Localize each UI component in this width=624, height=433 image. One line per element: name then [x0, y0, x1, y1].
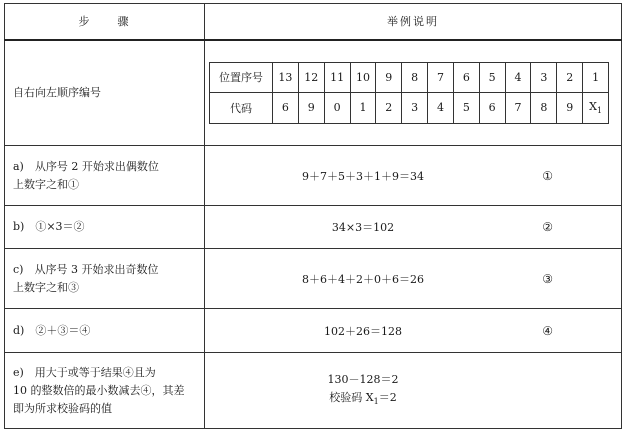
code-cell: 3: [402, 93, 428, 124]
check-digit-subscript: 1: [596, 106, 603, 116]
code-cell: 7: [505, 93, 531, 124]
position-cell: 12: [298, 62, 324, 93]
example-e: [205, 353, 622, 429]
mark-a: ①: [542, 168, 553, 183]
header-row: [5, 4, 622, 40]
code-cell-check: [583, 93, 609, 124]
code-cell: 9: [557, 93, 583, 124]
step-e: [5, 353, 205, 429]
code-cell: 1: [350, 93, 376, 124]
formula-e-line2: [205, 388, 521, 410]
step-e-line3: 即为所求校验码的值: [13, 401, 112, 415]
step-b: [5, 206, 205, 249]
position-cell: 8: [402, 62, 428, 93]
step-a-line2: 上数字之和①: [13, 177, 79, 191]
mark-b: ②: [542, 220, 553, 234]
code-cell: 6: [479, 93, 505, 124]
formula-d: 102＋26＝128: [324, 324, 402, 338]
position-cell: 13: [273, 62, 299, 93]
check-code-subscript: 1: [373, 396, 379, 406]
code-cell: 2: [376, 93, 402, 124]
step-e-line1: e) 用大于或等于结果④且为: [13, 365, 156, 379]
code-row: [210, 93, 609, 124]
numbering-step: 自右向左顺序编号: [5, 40, 205, 146]
position-label: 位置序号: [210, 62, 273, 93]
formula-e-line1: 130－128＝2: [327, 372, 399, 386]
step-d-line1: d) ②＋③＝④: [13, 323, 91, 337]
position-row: [210, 62, 609, 93]
mark-d: ④: [542, 323, 553, 338]
position-cell: 2: [557, 62, 583, 93]
code-label: 代码: [210, 93, 273, 124]
position-cell: 11: [324, 62, 350, 93]
step-c-line1: c) 从序号 3 开始求出奇数位: [13, 262, 159, 276]
example-b: [205, 206, 622, 249]
formula-e: [205, 370, 521, 410]
step-d: [5, 309, 205, 353]
step-e-line2: 10 的整数倍的最小数减去④，其差: [13, 383, 185, 397]
numbering-example: [205, 40, 622, 146]
check-digit-letter: X: [589, 100, 597, 114]
check-code-suffix: ＝2: [378, 390, 397, 404]
mark-c: ③: [542, 271, 553, 286]
example-d: [205, 309, 622, 353]
position-cell: 10: [350, 62, 376, 93]
numbering-row: [5, 40, 622, 146]
step-a: [5, 146, 205, 206]
code-cell: 5: [453, 93, 479, 124]
code-cell: 6: [273, 93, 299, 124]
header-steps: 步 骤: [5, 4, 205, 40]
formula-b: 34×3＝102: [331, 221, 395, 234]
example-c: [205, 249, 622, 309]
formula-a: 9＋7＋5＋3＋1＋9＝34: [302, 169, 424, 183]
code-cell: 0: [324, 93, 350, 124]
code-cell: 4: [428, 93, 454, 124]
step-b-line1: b) ①×3＝②: [13, 220, 85, 233]
position-cell: 4: [505, 62, 531, 93]
position-cell: 5: [479, 62, 505, 93]
step-row-b: [5, 206, 622, 249]
step-c-line2: 上数字之和③: [13, 280, 79, 294]
position-cell: 3: [531, 62, 557, 93]
check-digit-table: [4, 3, 622, 429]
step-c: [5, 249, 205, 309]
header-example: 举例说明: [205, 4, 622, 40]
position-cell: 1: [583, 62, 609, 93]
step-row-a: [5, 146, 622, 206]
code-cell: 9: [298, 93, 324, 124]
step-a-line1: a) 从序号 2 开始求出偶数位: [13, 159, 159, 173]
position-cell: 9: [376, 62, 402, 93]
position-cell: 6: [453, 62, 479, 93]
position-cell: 7: [428, 62, 454, 93]
step-row-e: [5, 353, 622, 429]
formula-c: 8＋6＋4＋2＋0＋6＝26: [302, 272, 424, 286]
code-cell: 8: [531, 93, 557, 124]
position-table: [209, 62, 609, 124]
example-a: [205, 146, 622, 206]
step-row-d: [5, 309, 622, 353]
check-code-prefix: 校验码 X: [329, 390, 374, 404]
step-row-c: [5, 249, 622, 309]
